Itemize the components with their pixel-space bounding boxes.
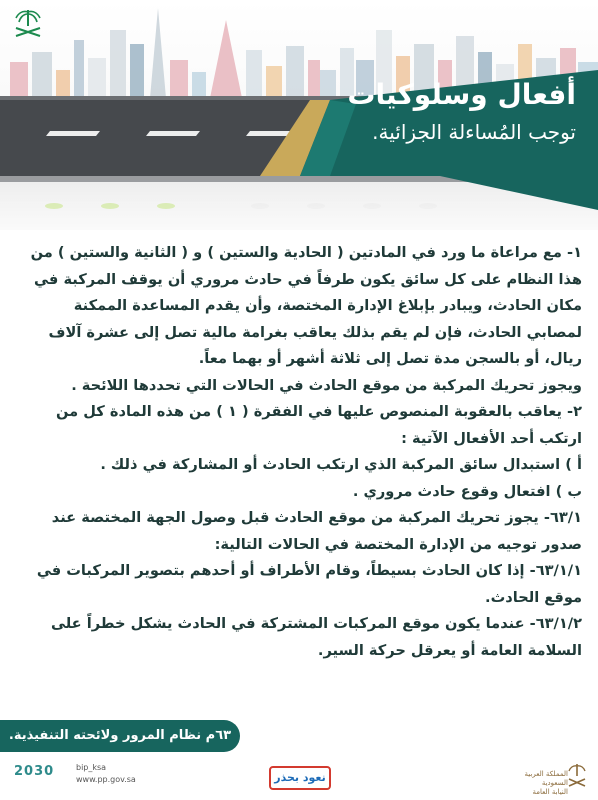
skyline-road-illustration [0, 0, 598, 230]
hero-illustration [0, 0, 598, 230]
article-paragraph: ١- مع مراعاة ما ورد في المادتين ( الحادية والستين ) و ( الثانية والستين ) من هذا النظام على كل سائق يكون طرفاً في حادث مروري أن يوقف المركبة في مكان الحادث، ويبادر بإبلاغ الإدارة المختصة، وأن يقدم المساعدة الممكنة لمصابي الحادث، فإن لم يقم بذلك يعاقب بغرامة مالية تصل إلى عشرة آلاف ريال، أو بالسجن مدة تصل إلى ثلاثة أشهر أو بهما معاً. [30, 244, 582, 367]
org-name: النيابة العامة [532, 788, 568, 796]
law-reference-pill: ٦٣م نظام المرور ولائحته التنفيذية. [0, 720, 240, 752]
org-country: المملكة العربية السعودية [524, 770, 568, 787]
article-body [16, 240, 582, 664]
page-title: أفعال وسلوكيات [347, 78, 576, 111]
article-paragraph: ب ) افتعال وقوع حادث مروري . [352, 482, 582, 500]
organization-name [520, 770, 568, 797]
vision-2030-logo [14, 764, 54, 779]
campaign-badge: نعود بحذر [269, 766, 331, 790]
vision-year: 2030 [14, 764, 55, 779]
article-paragraph: ٦٣/١/٢- عندما يكون موقع المركبات المشتركة في الحادث يشكل خطراً على السلامة العامة أو يعرقل حركة السير. [50, 615, 582, 659]
article-paragraph: أ ) استبدال سائق المركبة الذي ارتكب الحادث أو المشاركة في ذلك . [100, 456, 582, 473]
page-subtitle: توجب المُساءلة الجزائية. [372, 120, 576, 144]
article-paragraph: ٦٣/١- يجوز تحريك المركبة من موقع الحادث قبل وصول الجهة المختصة عند صدور توجيه من الإدارة المختصة في الحالات التالية: [51, 509, 582, 553]
article-paragraph: ٢- يعاقب بالعقوبة المنصوص عليها في الفقرة ( ١ ) من هذه المادة كل من ارتكب أحد الأفعال الآتية : [56, 403, 582, 447]
public-prosecution-emblem-icon [566, 762, 588, 790]
website-link[interactable]: www.pp.gov.sa [76, 775, 136, 784]
article-paragraph: ويجوز تحريك المركبة من موقع الحادث في الحالات التي تحددها اللائحة . [71, 376, 582, 394]
article-paragraph: ٦٣/١/١- إذا كان الحادث بسيطاً، وقام الأطراف أو أحدهم بتصوير المركبات في موقع الحادث. [36, 562, 582, 606]
social-links [76, 762, 136, 786]
social-handle[interactable]: bip_ksa [76, 763, 107, 772]
palm-swords-emblem-icon [10, 6, 46, 42]
